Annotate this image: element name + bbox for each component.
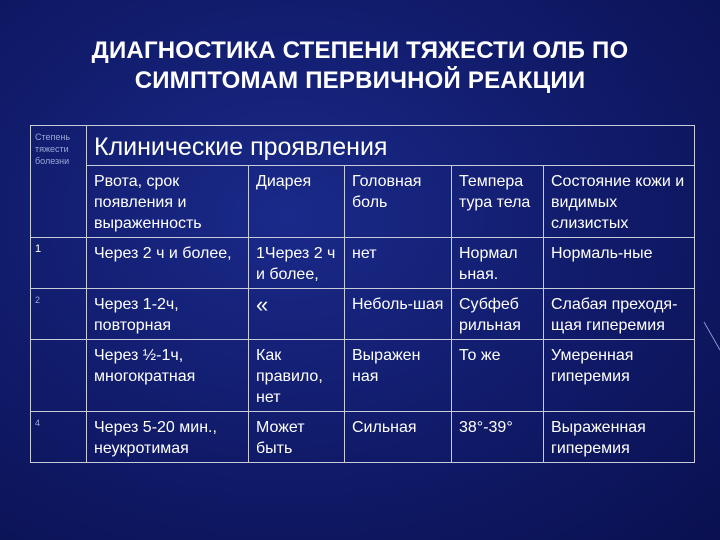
column-header: Рвота, срок появления и выраженность: [87, 166, 249, 238]
symptoms-table: [30, 125, 695, 463]
table-cell: Нормаль-ные: [544, 238, 695, 289]
column-header: Темпера тура тела: [452, 166, 544, 238]
table-row: [31, 412, 695, 463]
table-cell: Через 1-2ч, повторная: [87, 289, 249, 340]
table-cell: нет: [345, 238, 452, 289]
table-cell: Сильная: [345, 412, 452, 463]
decorative-line-icon: [700, 320, 720, 360]
column-header: Диарея: [249, 166, 345, 238]
column-header: Состояние кожи и видимых слизистых: [544, 166, 695, 238]
title-line-2: СИМПТОМАМ ПЕРВИЧНОЙ РЕАКЦИИ: [134, 67, 586, 94]
table-cell: Слабая преходя-щая гиперемия: [544, 289, 695, 340]
slide-title: [0, 36, 720, 96]
table-row: [31, 289, 695, 340]
table-row: [31, 340, 695, 412]
table-cell: Через 5-20 мин., неукротимая: [87, 412, 249, 463]
table-cell: Может быть: [249, 412, 345, 463]
group-header: Клинические проявления: [87, 126, 695, 166]
table-cell: «: [249, 289, 345, 340]
table-cell: Неболь-шая: [345, 289, 452, 340]
table-subheader-row: [31, 166, 695, 238]
table-cell: Как правило, нет: [249, 340, 345, 412]
table-header-row: [31, 126, 695, 166]
table-cell: Умеренная гиперемия: [544, 340, 695, 412]
table-cell: Субфеб рильная: [452, 289, 544, 340]
table-cell: Выраженная гиперемия: [544, 412, 695, 463]
degree-cell: [31, 340, 87, 412]
degree-cell: 2: [31, 289, 87, 340]
degree-cell: 4: [31, 412, 87, 463]
degree-cell: 1: [31, 238, 87, 289]
title-line-1: ДИАГНОСТИКА СТЕПЕНИ ТЯЖЕСТИ ОЛБ ПО: [91, 37, 629, 64]
table-row: [31, 238, 695, 289]
corner-label: Степень тяжести болезни: [31, 126, 87, 238]
table-cell: То же: [452, 340, 544, 412]
table-cell: 38°-39°: [452, 412, 544, 463]
table-cell: Через ½-1ч, многократная: [87, 340, 249, 412]
column-header: Головная боль: [345, 166, 452, 238]
table-cell: Выражен ная: [345, 340, 452, 412]
table-cell: Нормал ьная.: [452, 238, 544, 289]
table-cell: Через 2 ч и более,: [87, 238, 249, 289]
table-cell: 1Через 2 ч и более,: [249, 238, 345, 289]
